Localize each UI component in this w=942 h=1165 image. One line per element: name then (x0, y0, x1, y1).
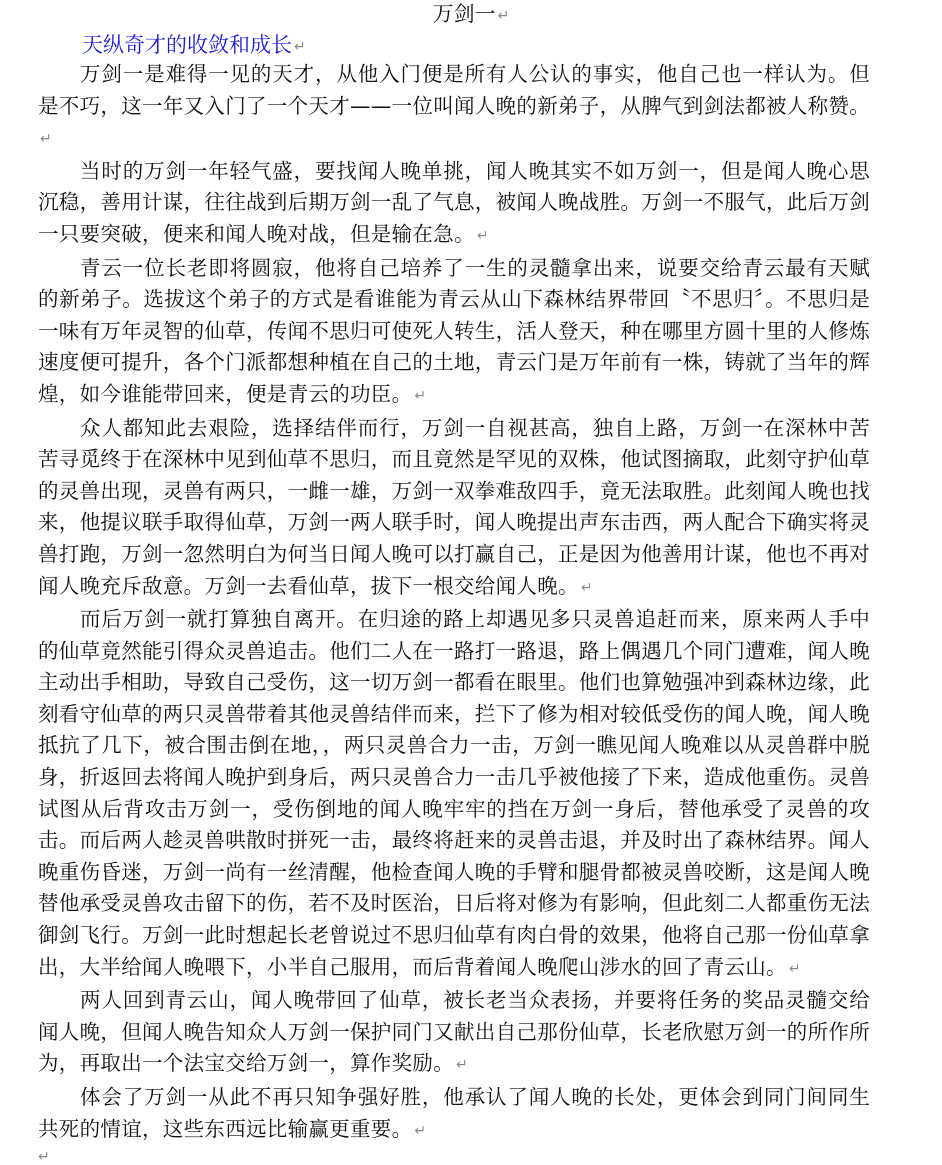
paragraph-mark-icon: ↵ (294, 39, 306, 55)
paragraph-text: 青云一位长老即将圆寂，他将自己培养了一生的灵髓拿出来，说要交给青云最有天赋的新弟子。选拔这个弟子的方式是看谁能为青云从山下森林结界带回〝不思归〞。不思归是一味有万年灵智的仙草，传闻不思归可使死人转生，活人登天，种在哪里方圆十里的人修炼速度便可提升，各个门派都想种植在自己的土地，青云门是万年前有一株，铸就了当年的辉煌，如今谁能带回来，便是青云的功臣。 (38, 255, 870, 406)
paragraph-mark-icon: ↵ (456, 1057, 469, 1074)
paragraph-text: 体会了万剑一从此不再只知争强好胜，他承认了闻人晚的长处，更体会到同门间同生共死的情谊，这些东西远比输赢更重要。 (38, 1085, 870, 1141)
paragraph-mark-icon: ↵ (414, 1122, 427, 1139)
paragraph-3 (38, 253, 870, 413)
document-title (0, 0, 942, 30)
paragraph-text: 万剑一是难得一见的天才，从他入门便是所有人公认的事实，他自己也一样认为。但是不巧，这一年又入门了一个天才——一位叫闻人晚的新弟子，从脾气到剑法都被人称赞。 (38, 62, 870, 118)
paragraph-1 (38, 59, 870, 156)
paragraph-4 (38, 413, 870, 605)
section-heading-text: 天纵奇才的收敛和成长 (82, 33, 292, 57)
section-heading (82, 31, 306, 61)
paragraph-text: 当时的万剑一年轻气盛，要找闻人晚单挑，闻人晚其实不如万剑一，但是闻人晚心思沉稳，善用计谋，往往战到后期万剑一乱了气息，被闻人晚战胜。万剑一不服气，此后万剑一只要突破，便来和闻人晚对战，但是输在急。 (38, 158, 870, 246)
paragraph-text: 两人回到青云山，闻人晚带回了仙草，被长老当众表扬，并要将任务的奖品灵髓交给闻人晚，但闻人晚告知众人万剑一保护同门又献出自己那份仙草，长老欣慰万剑一的所作所为，再取出一个法宝交给万剑一，算作奖励。 (38, 988, 870, 1076)
paragraph-mark-icon: ↵ (788, 960, 801, 977)
paragraph-mark-icon: ↵ (476, 227, 489, 244)
paragraph-5 (38, 604, 870, 985)
paragraph-mark-icon: ↵ (40, 131, 53, 148)
paragraph-text: 而后万剑一就打算独自离开。在归途的路上却遇见多只灵兽追赶而来，原来两人手中的仙草竟然能引得众灵兽追击。他们二人在一路打一路退，路上偶遇几个同门遭难，闻人晚主动出手相助，导致自己受伤，这一切万剑一都看在眼里。他们也算勉强冲到森林边缘，此刻看守仙草的两只灵兽带着其他灵兽结伴而来，拦下了修为相对较低受伤的闻人晚，闻人晚抵抗了几下，被合围击倒在地，，两只灵兽合力一击，万剑一瞧见闻人晚难以从灵兽群中脱身，折返回去将闻人晚护到身后，两只灵兽合力一击几乎被他接了下来，造成他重伤。灵兽试图从后背攻击万剑一，受伤倒地的闻人晚牢牢的挡在万剑一身后，替他承受了灵兽的攻击。而后两人趁灵兽哄散时拼死一击，最终将赶来的灵兽击退，并及时出了森林结界。闻人晚重伤昏迷，万剑一尚有一丝清醒，他检查闻人晚的手臂和腿骨都被灵兽咬断，这是闻人晚替他承受灵兽攻击留下的伤，若不及时医治，日后将对修为有影响，但此刻二人都重伤无法御剑飞行。万剑一此时想起长老曾说过不思归仙草有肉白骨的效果，他将自己那一份仙草拿出，大半给闻人晚喂下，小半自己服用，而后背着闻人晚爬山涉水的回了青云山。 (38, 607, 870, 979)
end-paragraph-mark-icon: ↵ (38, 1149, 50, 1165)
paragraph-2 (38, 156, 870, 253)
paragraph-mark-icon: ↵ (414, 387, 427, 404)
paragraph-mark-icon: ↵ (580, 579, 593, 596)
paragraph-mark-icon: ↵ (497, 8, 510, 24)
paragraph-6 (38, 985, 870, 1082)
document-body (38, 59, 870, 1147)
document-title-text: 万剑一 (432, 2, 496, 26)
paragraph-7 (38, 1082, 870, 1147)
paragraph-text: 众人都知此去艰险，选择结伴而行，万剑一自视甚高，独自上路，万剑一在深林中苦苦寻觅终于在深林中见到仙草不思归，而且竟然是罕见的双株，他试图摘取，此刻守护仙草的灵兽出现，灵兽有两只，一雌一雄，万剑一双拳难敌四手，竟无法取胜。此刻闻人晚也找来，他提议联手取得仙草，万剑一两人联手时，闻人晚提出声东击西，两人配合下确实将灵兽打跑，万剑一忽然明白为何当日闻人晚可以打赢自己，正是因为他善用计谋，他也不再对闻人晚充斥敌意。万剑一去看仙草，拔下一根交给闻人晚。 (38, 415, 870, 598)
